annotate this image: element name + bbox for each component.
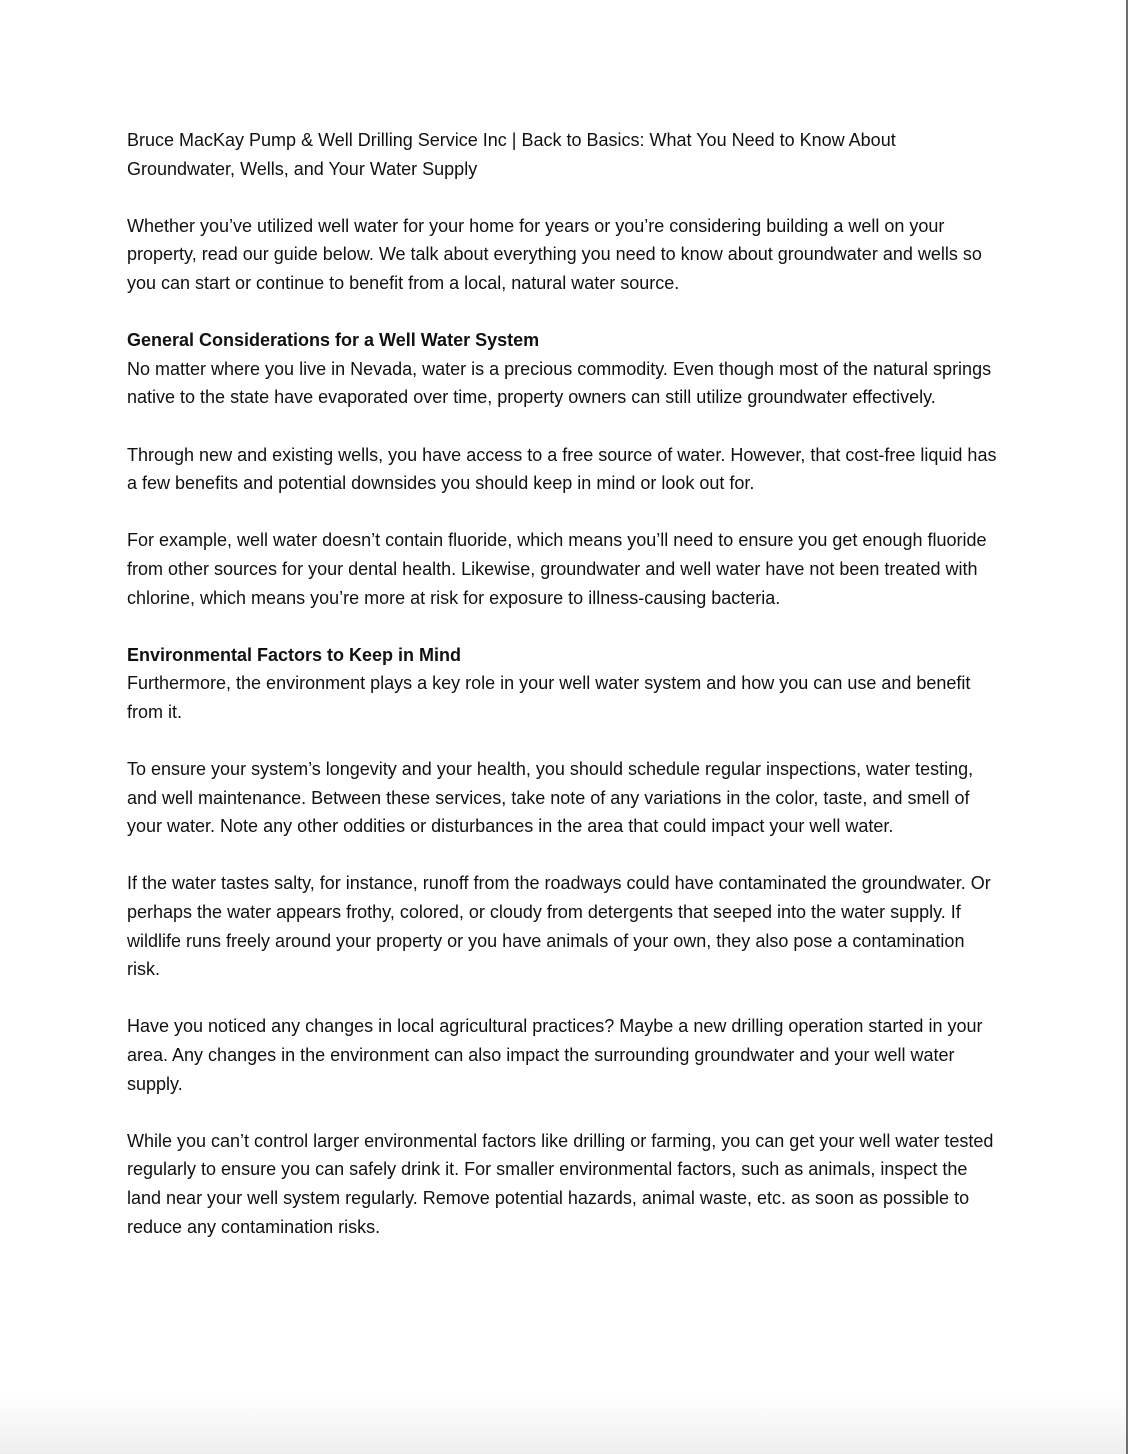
- paragraph: While you can’t control larger environmental factors like drilling or farming, you can get your well water tested regularly to ensure you can safely drink it. For smaller environmental factors, such as animals, inspect the land near your well system regularly. Remove potential hazards, animal waste, etc. as soon as possible to reduce any contamination risks.: [127, 1130, 994, 1237]
- paragraph: No matter where you live in Nevada, water is a precious commodity. Even though most of the natural springs native to the state have evaporated over time, property owners can still utilize groundwater effectively.: [127, 358, 992, 408]
- paragraph: Through new and existing wells, you have access to a free source of water. However, that cost-free liquid has a few benefits and potential downsides you should keep in mind or look out for.: [127, 444, 997, 494]
- paragraph: To ensure your system’s longevity and your health, you should schedule regular inspections, water testing, and well maintenance. Between these services, take note of any variations in the color, taste, and smell of your water. Note any other oddities or disturbances in the area that could impact your well water.: [127, 759, 974, 837]
- section-environmental-factors: [127, 641, 997, 1241]
- section-heading: Environmental Factors to Keep in Mind: [127, 644, 462, 665]
- section-general-considerations: [127, 326, 997, 612]
- page-bottom-shadow: [0, 1394, 1126, 1454]
- paragraph: If the water tastes salty, for instance, runoff from the roadways could have contaminated the groundwater. Or perhaps the water appears frothy, colored, or cloudy from detergents that seeped into the water supply. If wildlife runs freely around your property or you have animals of your own, they also pose a contamination risk.: [127, 873, 991, 980]
- paragraph: Have you noticed any changes in local agricultural practices? Maybe a new drilling operation started in your area. Any changes in the environment can also impact the surrounding groundwater and your well water supply.: [127, 1016, 983, 1094]
- paragraph: For example, well water doesn’t contain fluoride, which means you’ll need to ensure you get enough fluoride from other sources for your dental health. Likewise, groundwater and well water have not been treated with chlorine, which means you’re more at risk for exposure to illness-causing bacteria.: [127, 530, 987, 608]
- intro-paragraph: Whether you’ve utilized well water for your home for years or you’re considering building a well on your property, read our guide below. We talk about everything you need to know about groundwater and wells so you can start or continue to benefit from a local, natural water source.: [127, 215, 982, 293]
- document-body: [127, 126, 997, 1270]
- section-heading: General Considerations for a Well Water System: [127, 330, 540, 351]
- paragraph: Furthermore, the environment plays a key role in your well water system and how you can use and benefit from it.: [127, 673, 971, 722]
- document-title: Bruce MacKay Pump & Well Drilling Service Inc | Back to Basics: What You Need to Know About Groundwater, Wells, and Your Water Supply: [127, 130, 896, 179]
